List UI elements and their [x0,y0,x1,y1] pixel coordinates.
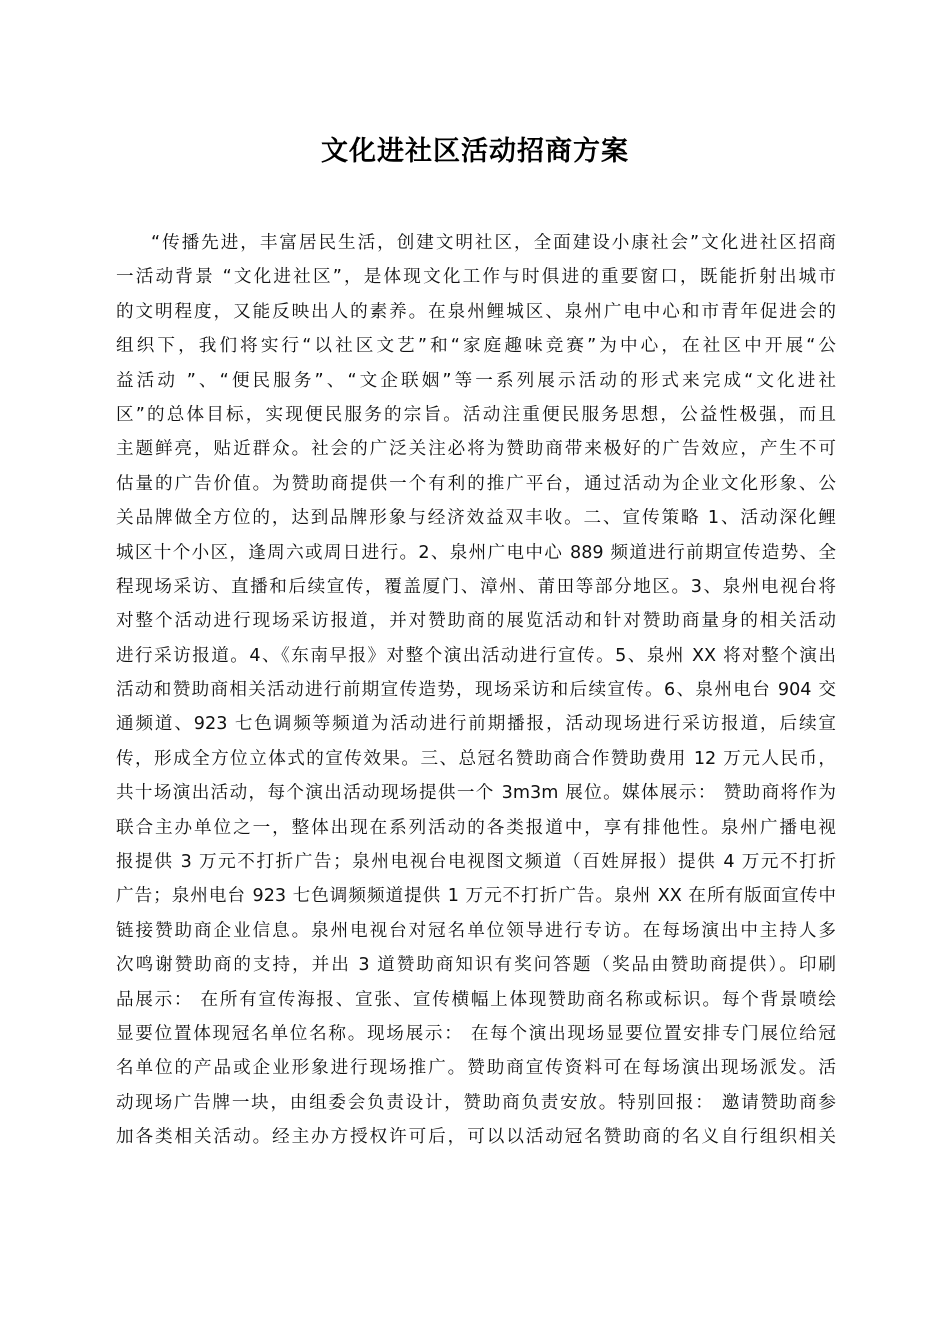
body-line: 显要位置体现冠名单位名称。现场展示： 在每个演出现场显要位置安排专门展位给冠 [116,1023,836,1044]
body-line: 关品牌做全方位的，达到品牌形象与经济效益双丰收。二、宣传策略 1、活动深化鲤 [116,508,836,529]
document-body [116,226,836,1155]
body-line: 动现场广告牌一块，由组委会负责设计，赞助商负责安放。特别回报： 邀请赞助商参 [116,1092,836,1113]
body-line: 传，形成全方位立体式的宣传效果。三、总冠名赞助商合作赞助费用 12 万元人民币， [116,748,836,769]
body-line: 名单位的产品或企业形象进行现场推广。赞助商宣传资料可在每场演出现场派发。活 [116,1058,836,1079]
body-line: 城区十个小区，逢周六或周日进行。2、泉州广电中心 889 频道进行前期宣传造势、全 [116,542,836,563]
body-line: 一活动背景 “文化进社区”，是体现文化工作与时俱进的重要窗口，既能折射出城市 [116,267,836,288]
body-line: 估量的广告价值。为赞助商提供一个有利的推广平台，通过活动为企业文化形象、公 [116,473,836,494]
body-line: 的文明程度，又能反映出人的素养。在泉州鲤城区、泉州广电中心和市青年促进会的 [116,301,836,322]
body-line: 对整个活动进行现场采访报道，并对赞助商的展览活动和针对赞助商量身的相关活动 [116,611,836,632]
body-line: 进行采访报道。4、《东南早报》对整个演出活动进行宣传。5、泉州 XX 将对整个演出 [116,645,836,666]
body-line: 组织下，我们将实行“以社区文艺”和“家庭趣味竞赛”为中心，在社区中开展“公 [116,336,836,357]
body-line: “传播先进，丰富居民生活，创建文明社区，全面建设小康社会”文化进社区招商 [151,233,836,253]
document-title: 文化进社区活动招商方案 [321,136,629,167]
body-line: 主题鲜亮，贴近群众。社会的广泛关注必将为赞助商带来极好的广告效应，产生不可 [116,439,836,460]
body-line: 次鸣谢赞助商的支持，并出 3 道赞助商知识有奖问答题（奖品由赞助商提供）。印刷 [116,955,836,976]
body-line: 活动和赞助商相关活动进行前期宣传造势，现场采访和后续宣传。6、泉州电台 904 交 [116,680,836,701]
body-line: 链接赞助商企业信息。泉州电视台对冠名单位领导进行专访。在每场演出中主持人多 [116,920,836,941]
body-line: 共十场演出活动，每个演出活动现场提供一个 3m3m 展位。媒体展示： 赞助商将作为 [116,783,836,804]
body-line: 广告；泉州电台 923 七色调频频道提供 1 万元不打折广告。泉州 XX 在所有版面宣传中 [116,886,836,907]
body-line: 程现场采访、直播和后续宣传，覆盖厦门、漳州、莆田等部分地区。3、泉州电视台将 [116,576,836,597]
body-line: 联合主办单位之一，整体出现在系列活动的各类报道中，享有排他性。泉州广播电视 [116,817,836,838]
body-line: 通频道、923 七色调频等频道为活动进行前期播报，活动现场进行采访报道，后续宣 [116,714,836,735]
body-line: 报提供 3 万元不打折广告；泉州电视台电视图文频道（百姓屏报）提供 4 万元不打折 [116,852,836,873]
body-line: 区”的总体目标，实现便民服务的宗旨。活动注重便民服务思想，公益性极强，而且 [116,404,836,425]
body-line: 益活动 ”、“便民服务”、“文企联姻”等一系列展示活动的形式来完成“文化进社 [116,370,836,391]
body-line: 加各类相关活动。经主办方授权许可后，可以以活动冠名赞助商的名义自行组织相关 [116,1127,836,1148]
body-line: 品展示： 在所有宣传海报、宣张、宣传横幅上体现赞助商名称或标识。每个背景喷绘 [116,989,836,1010]
